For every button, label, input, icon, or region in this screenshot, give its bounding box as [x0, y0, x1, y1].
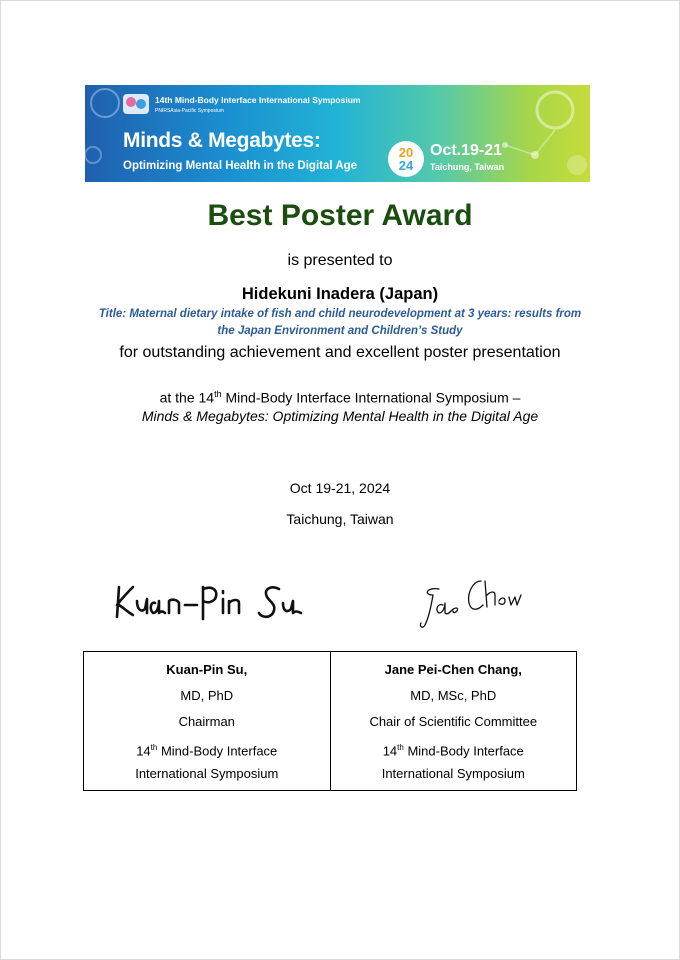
signature-jane-chen	[411, 571, 526, 631]
symposium-theme: Minds & Megabytes: Optimizing Mental Health in the Digital Age	[141, 407, 539, 424]
achievement-text: for outstanding achievement and excellent poster presentation	[119, 344, 561, 361]
presented-to-text: is presented to	[287, 252, 393, 269]
banner-sub-line: PNIRSAsia-Pacific Symposium	[155, 108, 224, 114]
year-bottom: 24	[398, 158, 414, 173]
signatory-1	[84, 652, 330, 790]
banner-dates: Oct.19-21	[430, 142, 503, 159]
signature-kuan-pin-su	[111, 575, 306, 625]
symposium-line: at the 14th Mind-Body Interface International Symposium –	[159, 389, 521, 406]
award-title: Best Poster Award	[207, 199, 473, 232]
symposium-text	[41, 385, 639, 425]
symposium-banner	[85, 85, 590, 182]
signatory-org: 14th Mind-Body Interface	[136, 743, 278, 759]
event-date: Oct 19-21, 2024	[289, 480, 391, 496]
signatory-role: Chairman	[178, 714, 235, 729]
signatory-name: Jane Pei-Chen Chang,	[384, 662, 522, 677]
signatory-role: Chair of Scientific Committee	[369, 714, 538, 729]
recipient-name: Hidekuni Inadera (Japan)	[241, 285, 439, 303]
signatory-2	[330, 652, 577, 790]
banner-subtitle: Optimizing Mental Health in the Digital Age	[123, 160, 358, 172]
signatory-name: Kuan-Pin Su,	[166, 662, 248, 677]
signatory-table	[83, 651, 577, 791]
signatory-org-line2: International Symposium	[381, 766, 525, 781]
banner-title: Minds & Megabytes:	[123, 129, 321, 152]
signatory-degrees: MD, MSc, PhD	[410, 688, 497, 703]
paper-title: Title: Maternal dietary intake of fish and child neurodevelopment at 3 years: results from the Japan Environment and Children’s Study	[98, 308, 582, 337]
signatory-degrees: MD, PhD	[180, 688, 234, 703]
signatory-org: 14th Mind-Body Interface	[382, 743, 524, 759]
signatory-org-line2: International Symposium	[135, 766, 279, 781]
banner-top-line: 14th Mind-Body Interface International Symposium	[155, 95, 361, 105]
event-place: Taichung, Taiwan	[286, 511, 394, 527]
year-top: 20	[398, 145, 414, 160]
banner-location: Taichung, Taiwan	[430, 162, 505, 172]
banner-year-badge	[388, 141, 424, 177]
